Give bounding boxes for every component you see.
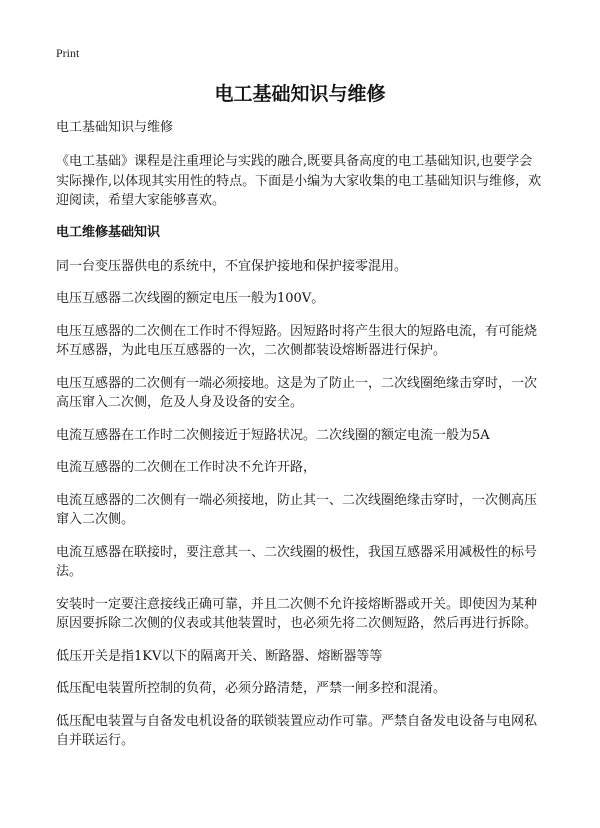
content-paragraph: 电流互感器的二次侧有一端必须接地，防止其一、二次线圈绝缘击穿时，一次侧高压窜入二次侧。 <box>56 492 538 527</box>
document-subtitle: 电工基础知识与维修 <box>56 120 174 135</box>
content-paragraph: 低压配电装置与自备发电机设备的联锁装置应动作可靠。严禁自备发电设备与电网私自并联运行。 <box>56 713 538 748</box>
content-paragraph: 电流互感器的二次侧在工作时决不允许开路， <box>56 460 317 475</box>
content-paragraph: 电流互感器在工作时二次侧接近于短路状况。二次线圈的额定电流一般为5A <box>56 427 490 443</box>
content-paragraph: 低压开关是指1KV以下的隔离开关、断路器、熔断器等等 <box>56 648 383 664</box>
content-paragraph: 低压配电装置所控制的负荷，必须分路清楚，严禁一闸多控和混淆。 <box>56 681 447 696</box>
content-paragraph: 安装时一定要注意接线正确可靠，并且二次侧不允许接熔断器或开关。即使因为某种原因要拆除二次侧的仪表或其他装置时，也必须先将二次侧短路，然后再进行拆除。 <box>56 596 538 631</box>
content-paragraph: 电流互感器在联接时，要注意其一、二次线圈的极性，我国互感器采用减极性的标号法。 <box>56 544 538 579</box>
intro-paragraph: 《电工基础》课程是注重理论与实践的融合,既要具备高度的电工基础知识,也要学会实际操作,以体现其实用性的特点。下面是小编为大家收集的电工基础知识与维修，欢迎阅读，希望大家能够喜欢。 <box>56 154 542 208</box>
page-title: 电工基础知识与维修 <box>214 83 386 105</box>
content-paragraph: 同一台变压器供电的系统中，不宜保护接地和保护接零混用。 <box>56 258 408 274</box>
section-heading: 电工维修基础知识 <box>56 224 161 240</box>
content-paragraph: 电压互感器的二次侧有一端必须接地。这是为了防止一，二次线圈绝缘击穿时，一次高压窜入二次侧，危及人身及设备的安全。 <box>56 375 538 410</box>
content-paragraph: 电压互感器二次线圈的额定电压一般为100V。 <box>56 291 325 306</box>
content-paragraphs <box>56 257 544 751</box>
content-paragraph: 电压互感器的二次侧在工作时不得短路。因短路时将产生很大的短路电流，有可能烧坏互感器，为此电压互感器的一次，二次侧都装设熔断器进行保护。 <box>56 323 538 358</box>
print-link[interactable]: Print <box>56 46 80 60</box>
